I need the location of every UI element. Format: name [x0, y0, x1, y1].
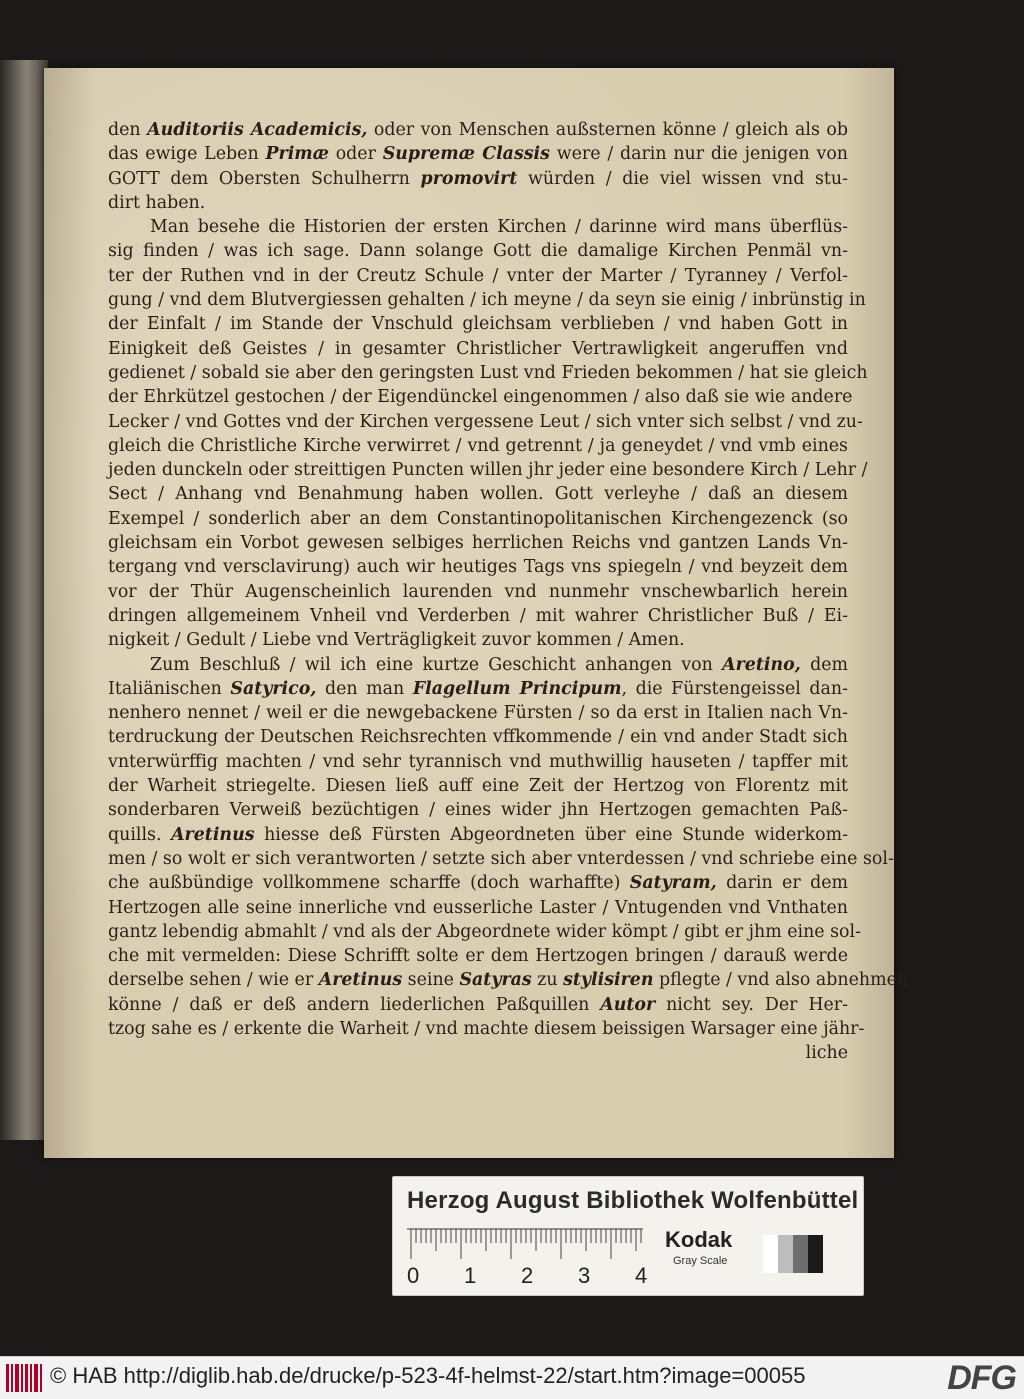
text-run: Hertzogen alle seine innerliche vnd eusserliche Laster / Vntugenden vnd Vnthaten — [108, 897, 848, 918]
latin-term: promovirt — [420, 168, 518, 189]
text-run: tzog sahe es / erkente die Warheit / vnd machte diesem beissigen Warsager eine jähr- — [108, 1018, 865, 1039]
text-run: gung / vnd dem Blutvergiessen gehalten / ich meyne / da seyn sie einig / inbrünstig in — [108, 290, 866, 311]
text-run: seine — [402, 970, 460, 991]
text-run: könne / daß er deß andern liederlichen Paßquillen — [108, 994, 601, 1015]
book-page — [44, 68, 909, 1158]
text-run: quills. — [108, 824, 172, 845]
text-run: tergang vnd versclavirung) auch wir heutiges Tags vns spiegeln / vnd beyzeit dem — [108, 557, 848, 578]
text-run: nigkeit / Gedult / Liebe vnd Verträgligkeit zuvor kommen / Amen. — [108, 630, 685, 651]
text-run: das ewige Leben — [108, 144, 266, 165]
adjacent-page-edge — [0, 60, 48, 1140]
ruler-ticks — [407, 1227, 645, 1263]
text-run: würden / die viel wissen vnd stu- — [517, 168, 848, 189]
text-line — [108, 337, 848, 361]
text-line — [108, 482, 848, 506]
text-run: oder von Menschen außsternen könne / gleich als ob — [367, 120, 848, 140]
text-run: darin er dem — [716, 873, 848, 894]
dfg-logo: DFG — [943, 1359, 1016, 1398]
text-line — [108, 239, 848, 263]
text-run: der Einfalt / im Stande der Vnschuld gleichsam verblieben / vnd haben Gott in — [108, 314, 848, 335]
color-calibration-card — [392, 1176, 864, 1296]
latin-term: Autor — [600, 994, 656, 1015]
library-name: Herzog August Bibliothek Wolfenbüttel — [407, 1187, 859, 1214]
footer-bar — [0, 1356, 1024, 1399]
text-line — [108, 920, 861, 944]
text-line — [108, 385, 853, 409]
text-line — [108, 167, 848, 191]
text-line — [108, 701, 848, 725]
text-line — [108, 118, 848, 142]
page-text — [108, 118, 909, 1138]
barcode-icon — [6, 1364, 42, 1392]
text-run: were / darin nur die jenigen von — [549, 144, 849, 165]
text-line — [108, 823, 848, 847]
ruler-number: 4 — [635, 1263, 648, 1288]
text-run: vor der Thür Augenscheinlich laurenden vnd nunmehr vnschewbarlich herein — [108, 581, 848, 602]
text-run: gantz lebendig abmahlt / vnd als der Abgeordnete wider kömpt / gibt er jhm eine sol- — [108, 921, 861, 942]
text-line — [108, 774, 848, 798]
text-run: hiesse deß Fürsten Abgeordneten über eine Stunde widerkom- — [254, 824, 848, 845]
latin-term: stylisiren — [563, 970, 654, 991]
text-line — [108, 215, 848, 239]
ruler-number: 1 — [464, 1263, 477, 1288]
latin-term: Primæ — [265, 144, 329, 165]
copyright-url: © HAB http://diglib.hab.de/drucke/p-523-4f-helmst-22/start.htm?image=00055 — [50, 1363, 806, 1388]
text-line — [108, 1041, 848, 1065]
text-run: terdruckung der Deutschen Reichsrechten vffkommende / ein vnd ander Stadt sich — [108, 727, 848, 748]
text-line — [108, 944, 848, 968]
text-line — [108, 604, 848, 628]
text-run: Lecker / vnd Gottes vnd der Kirchen vergessene Leut / sich vnter sich selbst / vnd zu- — [108, 411, 863, 432]
latin-term: Aretinus — [318, 970, 403, 991]
gray-scale-label: Gray Scale — [673, 1255, 728, 1267]
text-run: Exempel / sonderlich aber an dem Constantinopolitanischen Kirchengezenck (so — [108, 508, 848, 529]
text-run: dringen allgemeinem Vnheil vnd Verderben / mit wahrer Christlicher Buß / Ei- — [108, 605, 848, 626]
text-run: men / so wolt er sich verantworten / setzte sich aber vnterdessen / vnd schriebe eine sol- — [108, 848, 894, 869]
text-line — [108, 264, 848, 288]
text-line — [108, 750, 848, 774]
text-line — [108, 434, 848, 458]
gray-swatches — [763, 1235, 823, 1273]
text-run: den — [108, 120, 148, 140]
text-run: gleichsam ein Vorbot gewesen selbiges herrlichen Reichs vnd gantzen Lands Vn- — [108, 533, 848, 554]
text-line — [108, 1017, 865, 1041]
text-line — [108, 288, 866, 312]
latin-term: Satyras — [459, 970, 532, 991]
text-run: , die Fürstengeissel dan- — [621, 678, 848, 699]
text-run: jeden dunckeln oder streittigen Puncten willen jhr jeder eine besondere Kirch / Lehr / — [108, 460, 868, 481]
text-run: Einigkeit deß Geistes / in gesamter Christlicher Vertrawligkeit angeruffen vnd — [108, 338, 848, 359]
latin-term: Satyrico, — [230, 678, 317, 699]
text-run: derselbe sehen / wie er — [108, 970, 319, 991]
text-run: nicht sey. Der Her- — [655, 994, 848, 1015]
ruler — [407, 1227, 648, 1288]
text-run: che mit vermelden: Diese Schrifft solte er dem Hertzogen bringen / darauß werde — [108, 946, 848, 967]
text-run: Sect / Anhang vnd Benahmung haben wollen. Gott verleyhe / daß an diesem — [108, 484, 848, 505]
ruler-number: 3 — [578, 1263, 591, 1288]
gray-swatch — [808, 1235, 823, 1273]
gray-swatch — [763, 1235, 778, 1273]
text-line — [108, 896, 848, 920]
gray-swatch — [778, 1235, 793, 1273]
text-run: GOTT dem Obersten Schulherrn — [108, 168, 421, 189]
text-line — [108, 312, 848, 336]
text-line — [108, 361, 868, 385]
text-line — [108, 628, 848, 652]
text-line — [108, 142, 848, 166]
latin-term: Aretino, — [722, 654, 801, 675]
text-run: Zum Beschluß / wil ich eine kurtze Geschicht anhangen von — [150, 654, 723, 675]
text-line — [108, 677, 848, 701]
text-run: oder — [328, 144, 383, 165]
text-run: dirt haben. — [108, 192, 206, 213]
text-run: vnterwürffig machten / vnd sehr tyrannisch vnd muthwillig hauseten / tapffer mit — [108, 751, 848, 772]
text-line — [108, 191, 848, 215]
text-run: nenhero nennet / weil er die newgebackene Fürsten / so da erst in Italien nach Vn- — [108, 703, 848, 724]
text-line — [108, 580, 848, 604]
text-run: dem — [800, 654, 848, 675]
text-line — [108, 725, 848, 749]
latin-term: Flagellum Principum — [412, 678, 622, 699]
kodak-brand: Kodak — [665, 1227, 733, 1252]
text-line — [108, 993, 848, 1017]
text-line — [108, 458, 868, 482]
text-line — [108, 871, 848, 895]
ruler-numbers — [407, 1263, 648, 1288]
text-line — [108, 847, 894, 871]
text-run: pflegte / vnd also abnehmen — [653, 970, 909, 991]
text-line — [108, 798, 848, 822]
text-run: gedienet / sobald sie aber den geringsten Lust vnd Frieden bekommen / hat sie gleich — [108, 362, 868, 383]
text-line — [108, 410, 863, 434]
text-run: Italiänischen — [108, 678, 231, 699]
text-run: gleich die Christliche Kirche verwirret / vnd getrennt / ja geneydet / vnd vmb eines — [108, 435, 848, 456]
text-line — [108, 507, 848, 531]
text-run: sig finden / was ich sage. Dann solange Gott die damalige Kirchen Penmäl vn- — [108, 241, 848, 262]
text-line — [108, 653, 848, 677]
text-run: che außbündige vollkommene scharffe (doch warhaffte) — [108, 873, 630, 894]
latin-term: Satyram, — [629, 873, 717, 894]
ruler-number: 0 — [407, 1263, 420, 1288]
text-run: der Warheit striegelte. Diesen ließ auff eine Zeit der Hertzog von Florentz mit — [108, 776, 848, 797]
latin-term: Auditoriis Academicis, — [147, 120, 368, 140]
text-run: zu — [531, 970, 564, 991]
text-run: liche — [805, 1043, 848, 1064]
text-run: ter der Ruthen vnd in der Creutz Schule / vnter der Marter / Tyranney / Verfol- — [108, 265, 848, 286]
text-run: Man besehe die Historien der ersten Kirchen / darinne wird mans überflüs- — [150, 217, 848, 238]
ruler-number: 2 — [521, 1263, 534, 1288]
text-line — [108, 531, 848, 555]
gray-swatch — [793, 1235, 808, 1273]
text-run: den man — [316, 678, 413, 699]
latin-term: Aretinus — [171, 824, 255, 845]
text-line — [108, 968, 909, 992]
text-run: sonderbaren Verweiß bezüchtigen / eines wider jhn Hertzogen gemachten Paß- — [108, 800, 848, 821]
text-run: der Ehrkützel gestochen / der Eigendünckel eingenommen / also daß sie wie andere — [108, 387, 853, 408]
latin-term: Supremæ Classis — [382, 144, 550, 165]
text-line — [108, 555, 848, 579]
